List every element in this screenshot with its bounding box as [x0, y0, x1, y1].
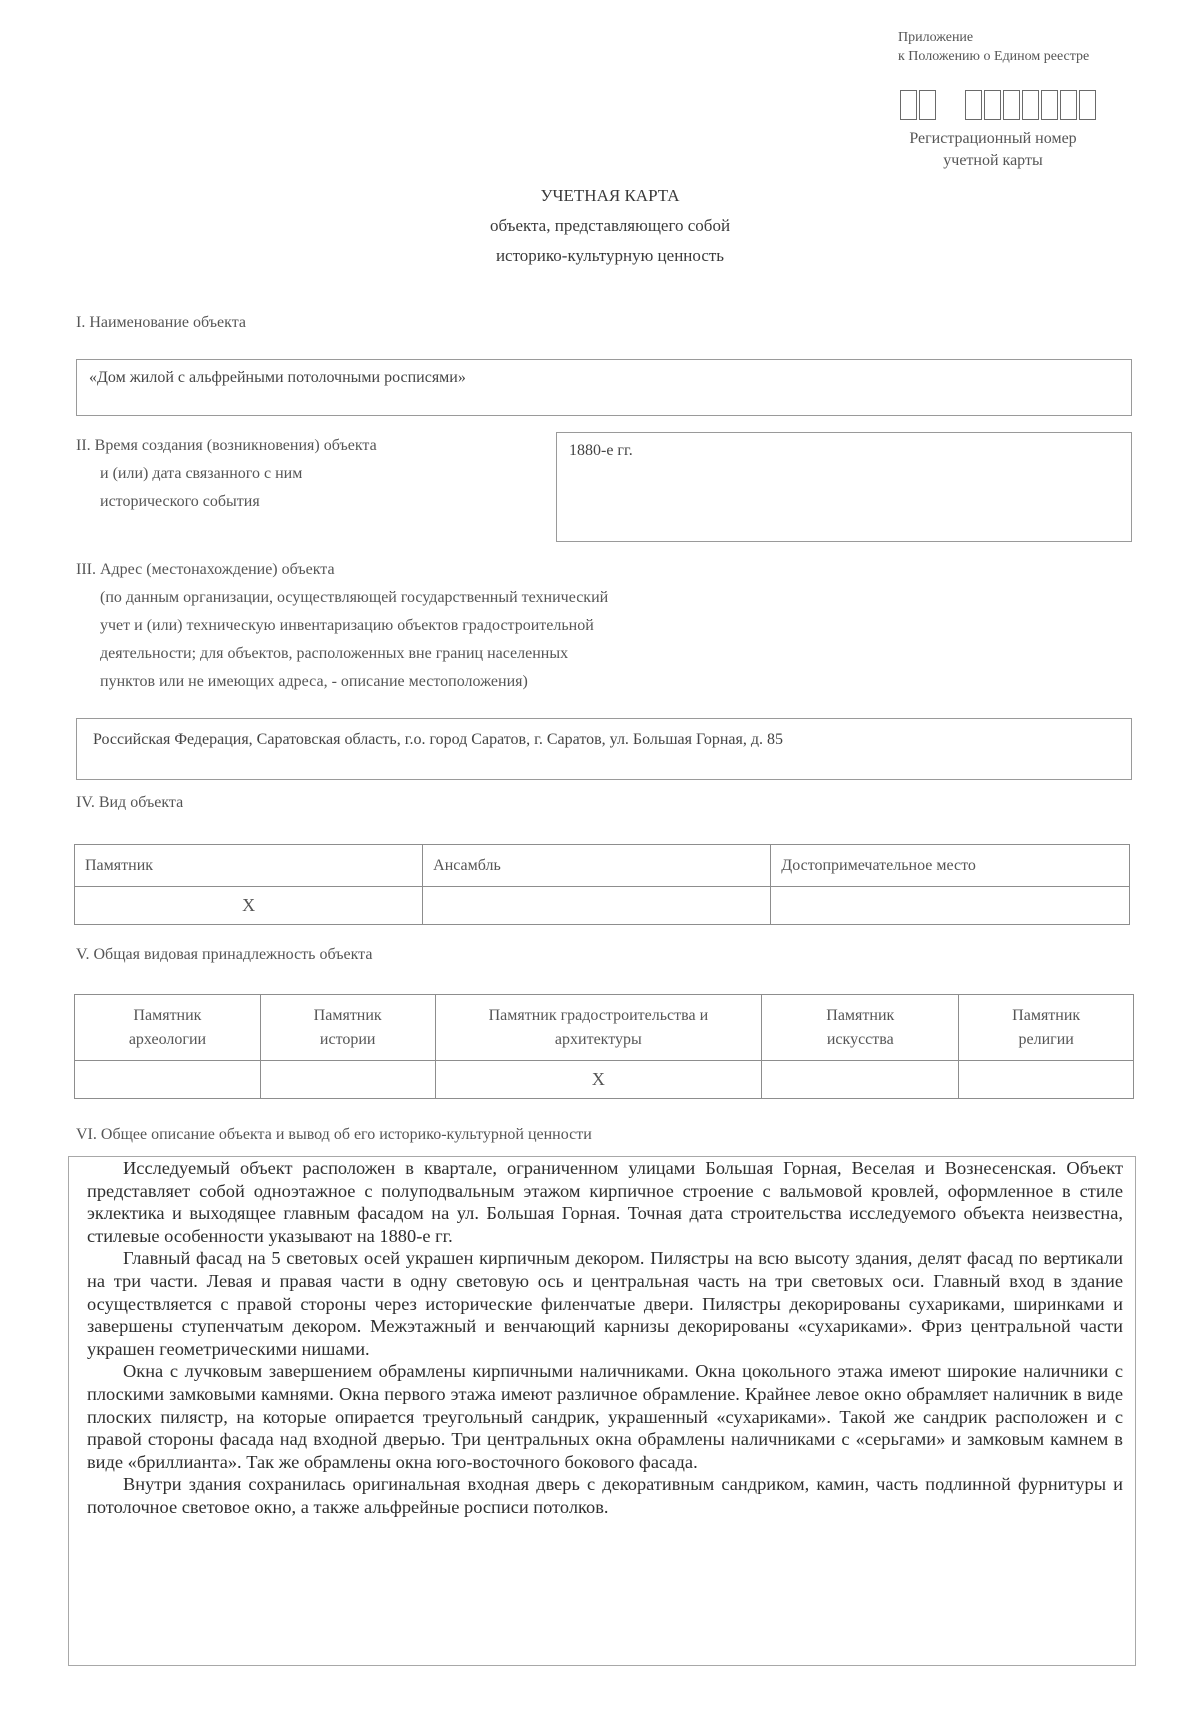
category-header-line: археологии	[128, 1030, 207, 1048]
object-category-value: X	[435, 1061, 762, 1099]
section-5-label: V. Общая видовая принадлежность объекта	[76, 946, 373, 963]
document-title: УЧЕТНАЯ КАРТА	[540, 186, 680, 205]
document-subtitle-2: историко-культурную ценность	[495, 246, 725, 265]
section-6-label: VI. Общее описание объекта и вывод об его историко-культурной ценности	[76, 1126, 592, 1143]
category-header-line: истории	[319, 1030, 376, 1048]
object-category-value-row	[75, 1061, 1134, 1099]
object-name-value: «Дом жилой с альфрейными потолочными росписями»	[89, 369, 466, 386]
address-value: Российская Федерация, Саратовская область, г.о. город Саратов, г. Саратов, ул. Большая Горная, д. 85	[93, 731, 783, 748]
section-2-label-line-1: II. Время создания (возникновения) объекта	[76, 437, 377, 454]
reg-digit-box	[984, 90, 1001, 120]
category-header-line: Памятник	[313, 1006, 382, 1024]
object-category-header-row	[75, 995, 1134, 1061]
object-category-value	[959, 1061, 1134, 1099]
object-category-header	[75, 995, 261, 1061]
description-paragraph: Главный фасад на 5 световых осей украшен кирпичным декором. Пилястры на всю высоту здания, делят фасад по вертикали на три части. Левая и правая части в одну световую ось и центральная часть на три световых оси. Главный вход в здание осуществляется с правой стороны через исторические филенчатые двери. Пилястры декорированы сухариками, ширинками и завершены ступенчатым декором. Межэтажный и венчающий карнизы декорированы «сухариками». Фриз центральной части украшен геометрическими нишами.	[87, 1248, 1123, 1359]
object-name-field	[76, 359, 1132, 416]
reg-digit-box	[1041, 90, 1058, 120]
category-header-line: Памятник	[133, 1006, 202, 1024]
reg-digit-box	[965, 90, 982, 120]
object-category-table	[74, 994, 1134, 1099]
reg-digit-box	[1022, 90, 1039, 120]
object-type-value: X	[75, 887, 423, 925]
reg-digit-box	[1060, 90, 1077, 120]
object-type-header: Ансамбль	[423, 845, 771, 887]
object-category-header	[959, 995, 1134, 1061]
category-header-line: архитектуры	[554, 1030, 642, 1048]
description-box	[68, 1156, 1136, 1666]
section-3-label-line-3: учет и (или) техническую инвентаризацию объектов градостроительной	[100, 617, 594, 634]
category-header-line: искусства	[826, 1030, 894, 1048]
reg-digit-box	[900, 90, 917, 120]
creation-date-field	[556, 432, 1132, 542]
object-type-value-row	[75, 887, 1130, 925]
section-4-label: IV. Вид объекта	[76, 794, 184, 811]
reg-digit-box	[1079, 90, 1096, 120]
category-header-line: Памятник	[1012, 1006, 1081, 1024]
section-3-label	[76, 556, 608, 696]
address-field	[76, 718, 1132, 780]
category-header-line: религии	[1018, 1030, 1074, 1048]
registration-number-caption	[888, 128, 1098, 172]
reg-caption-line-2: учетной карты	[943, 152, 1043, 169]
appendix-caption	[898, 28, 1089, 66]
description-paragraph: Окна с лучковым завершением обрамлены кирпичными наличниками. Окна цокольного этажа имеют широкие наличники с плоскими замковыми камнями. Окна первого этажа имеют различное обрамление. Крайнее левое окно обрамляет наличник в виде плоских пилястр, на которые опирается треугольный сандрик, украшенный «сухариками». Такой же сандрик расположен и с правой стороны фасада над входной дверью. Три центральных окна обрамлены наличниками с «серьгами» и замковым камнем в виде «бриллианта». Так же обрамлены окна юго-восточного бокового фасада.	[87, 1361, 1123, 1472]
object-type-header: Достопримечательное место	[771, 845, 1130, 887]
object-category-value	[75, 1061, 261, 1099]
object-category-value	[762, 1061, 959, 1099]
description-paragraph: Исследуемый объект расположен в квартале, ограниченном улицами Большая Горная, Веселая и Вознесенская. Объект представляет собой одноэтажное с полуподвальным этажом кирпичное строение с вальмовой кровлей, оформленное в стиле эклектика и выходящее главным фасадом на ул. Большая Горная. Точная дата строительства исследуемого объекта неизвестна, стилевые особенности указывают на 1880-е гг.	[87, 1158, 1123, 1246]
object-type-header: Памятник	[75, 845, 423, 887]
section-2-label-line-2: и (или) дата связанного с ним	[100, 465, 303, 482]
section-3-label-line-4: деятельности; для объектов, расположенных вне границ населенных	[100, 645, 569, 662]
reg-digit-box	[1003, 90, 1020, 120]
section-3-label-line-5: пунктов или не имеющих адреса, - описание местоположения)	[100, 673, 528, 690]
section-2-label-line-3: исторического события	[100, 493, 260, 510]
object-type-value	[771, 887, 1130, 925]
object-category-value	[260, 1061, 435, 1099]
object-category-header	[260, 995, 435, 1061]
object-type-table	[74, 844, 1130, 925]
section-2-label	[76, 432, 377, 516]
section-1-label: I. Наименование объекта	[76, 314, 246, 331]
category-header-line: Памятник градостроительства и	[488, 1006, 709, 1024]
reg-digit-box	[919, 90, 936, 120]
category-header-line: Памятник	[826, 1006, 895, 1024]
creation-date-value: 1880-е гг.	[569, 442, 633, 459]
appendix-line-2: к Положению о Едином реестре	[898, 49, 1090, 64]
reg-caption-line-1: Регистрационный номер	[909, 130, 1077, 147]
object-type-header-row	[75, 845, 1130, 887]
appendix-line-1: Приложение	[898, 30, 974, 45]
section-3-label-line-1: III. Адрес (местонахождение) объекта	[76, 561, 335, 578]
object-category-header	[435, 995, 762, 1061]
description-paragraph: Внутри здания сохранилась оригинальная входная дверь с декоративным сандриком, камин, часть подлинной фурнитуры и потолочное световое окно, а также альфрейные росписи потолков.	[87, 1474, 1123, 1517]
object-category-header	[762, 995, 959, 1061]
object-type-value	[423, 887, 771, 925]
section-3-label-line-2: (по данным организации, осуществляющей государственный технический	[100, 589, 609, 606]
document-subtitle-1: объекта, представляющего собой	[489, 216, 731, 235]
